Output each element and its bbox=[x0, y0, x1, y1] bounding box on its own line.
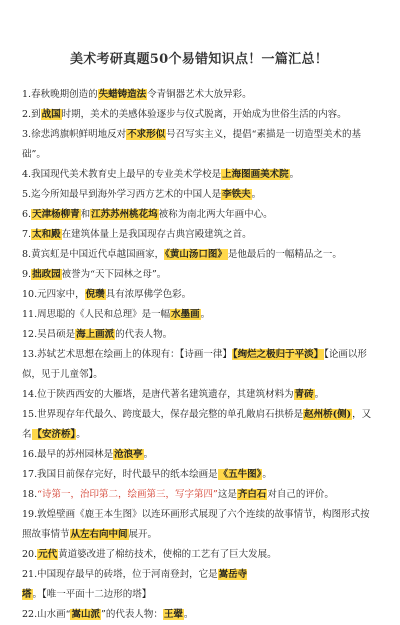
item-number: 19. bbox=[22, 509, 38, 520]
list-item bbox=[22, 565, 376, 605]
item-number: 5. bbox=[22, 189, 32, 200]
list-item bbox=[22, 265, 376, 285]
list-item bbox=[22, 185, 376, 205]
item-text: 春秋晚期创造的 bbox=[31, 89, 98, 100]
item-highlight: 不求形似 bbox=[127, 129, 166, 140]
item-text: 迄今所知最早到海外学习西方艺术的中国人是 bbox=[31, 189, 222, 200]
item-number: 20. bbox=[22, 549, 38, 560]
item-number: 8. bbox=[22, 249, 32, 260]
item-text: 周思聪的《人民和总理》是一幅 bbox=[37, 309, 171, 320]
item-text: 具有浓厚佛学色彩。 bbox=[105, 289, 192, 300]
item-highlight: 太和殿 bbox=[32, 229, 61, 240]
item-text: 苏轼艺术思想在绘画上的体现有：【诗画一律】 bbox=[37, 349, 232, 360]
item-highlight: 上海图画美术院 bbox=[222, 169, 289, 180]
item-text: 令青铜器艺术大放异彩。 bbox=[147, 89, 252, 100]
item-highlight: 水墨画 bbox=[171, 309, 200, 320]
item-text: 我国目前保存完好，时代最早的纸本绘画是 bbox=[37, 469, 218, 480]
item-highlight: 元代 bbox=[38, 549, 58, 560]
item-text: 最早的苏州园林是 bbox=[37, 449, 114, 460]
item-text: 被称为南北两大年画中心。 bbox=[158, 209, 273, 220]
item-text: 的代表人物。 bbox=[115, 329, 173, 340]
item-text: 位于陕西西安的大雁塔，是唐代著名建筑遗存，其建筑材料为 bbox=[37, 389, 294, 400]
page-title: 美术考研真题50个易错知识点！一篇汇总！ bbox=[69, 52, 329, 67]
item-number: 2. bbox=[22, 109, 32, 120]
item-highlight: 《五牛图》 bbox=[218, 469, 262, 480]
item-number: 4. bbox=[22, 169, 32, 180]
list-item bbox=[22, 105, 376, 125]
list-item bbox=[22, 225, 376, 245]
item-number: 3. bbox=[22, 129, 32, 140]
item-highlight: 青砖 bbox=[294, 389, 314, 400]
item-highlight: 王翚 bbox=[163, 609, 183, 620]
item-text: 元四家中， bbox=[37, 289, 85, 300]
list-item bbox=[22, 245, 376, 265]
item-number: 22. bbox=[22, 609, 38, 620]
item-number: 10. bbox=[22, 289, 38, 300]
item-highlight: 从左右向中间 bbox=[70, 529, 128, 540]
item-text: 和 bbox=[80, 209, 91, 220]
list-item bbox=[22, 205, 376, 225]
item-highlight: 【绚烂之极归于平淡】 bbox=[232, 349, 324, 360]
item-highlight: 拙政园 bbox=[32, 269, 61, 280]
item-number: 7. bbox=[22, 229, 32, 240]
item-text: 。 bbox=[200, 309, 211, 320]
item-text: 。 bbox=[289, 169, 300, 180]
item-text: 对自己的评价。 bbox=[267, 489, 334, 500]
item-number: 6. bbox=[22, 209, 32, 220]
list-item bbox=[22, 505, 376, 545]
item-text: 中国现存最早的砖塔，位于河南登封，它是 bbox=[37, 569, 218, 580]
item-text: 。 bbox=[143, 449, 154, 460]
item-text: 。 bbox=[251, 189, 262, 200]
item-text: 号召写实主义，提倡“素描是一切造型美术的基础”。 bbox=[22, 129, 361, 160]
item-number: 14. bbox=[22, 389, 38, 400]
item-highlight: 齐白石 bbox=[237, 489, 267, 500]
item-highlight: 李铁夫 bbox=[222, 189, 251, 200]
item-text: 徐悲鸿旗帜鲜明地反对 bbox=[31, 129, 127, 140]
list-item bbox=[22, 485, 376, 505]
item-text: 敦煌壁画《鹿王本生图》以连环画形式展现了六个连续的故事情节，构图形式按照故事情节 bbox=[22, 509, 370, 540]
item-text: 。【唯一平面十二边形的塔】 bbox=[32, 589, 152, 600]
item-text: 山水画“ bbox=[37, 609, 71, 620]
item-number: 16. bbox=[22, 449, 38, 460]
item-text: 到 bbox=[31, 109, 41, 120]
item-text: 黄道婆改进了棉纺技术，使棉的工艺有了巨大发展。 bbox=[58, 549, 277, 560]
item-number: 13. bbox=[22, 349, 38, 360]
list-item bbox=[22, 385, 376, 405]
item-text: 被誉为“天下园林之母”。 bbox=[61, 269, 167, 280]
item-number: 17. bbox=[22, 469, 38, 480]
item-text: 吴昌硕是 bbox=[37, 329, 76, 340]
item-text: 。 bbox=[262, 469, 272, 480]
item-number: 9. bbox=[22, 269, 32, 280]
knowledge-list bbox=[22, 85, 376, 625]
item-number: 1. bbox=[22, 89, 32, 100]
item-text: 世界现存年代最久、跨度最大，保存最完整的单孔敞肩石拱桥是 bbox=[37, 409, 304, 420]
item-highlight: 天津杨柳青 bbox=[32, 209, 80, 220]
list-item bbox=[22, 165, 376, 185]
item-text: 黄宾虹是中国近代卓越国画家， bbox=[31, 249, 165, 260]
list-item bbox=[22, 445, 376, 465]
item-highlight: 嵩岳寺塔 bbox=[22, 569, 248, 600]
item-text: 是他最后的一幅精品之一。 bbox=[227, 249, 342, 260]
item-highlight: 战国 bbox=[41, 109, 61, 120]
list-item bbox=[22, 125, 376, 165]
list-item bbox=[22, 345, 376, 385]
item-number: 21. bbox=[22, 569, 38, 580]
item-text: ，又名 bbox=[22, 409, 372, 440]
item-highlight: 海上画派 bbox=[76, 329, 115, 340]
item-text: 时期，美术的美感体验逐步与仪式脱离，开始成为世俗生活的内容。 bbox=[61, 109, 347, 120]
list-item bbox=[22, 285, 376, 305]
item-highlight: 沧浪亭 bbox=[114, 449, 143, 460]
item-text: 展开。 bbox=[128, 529, 158, 540]
list-item bbox=[22, 405, 376, 445]
item-highlight: 倪瓒 bbox=[85, 289, 105, 300]
item-number: 15. bbox=[22, 409, 38, 420]
item-text: 在建筑体量上是我国现存古典宫殿建筑之首。 bbox=[61, 229, 252, 240]
item-text: ”的代表人物： bbox=[100, 609, 163, 620]
list-item bbox=[22, 85, 376, 105]
item-highlight: 失蜡铸造法 bbox=[98, 89, 147, 100]
item-number: 18. bbox=[22, 489, 38, 500]
item-text: 。 bbox=[76, 429, 86, 440]
item-number: 11. bbox=[22, 309, 38, 320]
item-text: 【论画以形似，见于儿童邻】。 bbox=[22, 349, 367, 380]
item-highlight: 江苏苏州桃花坞 bbox=[91, 209, 158, 220]
list-item bbox=[22, 325, 376, 345]
item-highlight: 【安济桥】 bbox=[32, 429, 76, 440]
item-text: 我国现代美术教育史上最早的专业美术学校是 bbox=[31, 169, 222, 180]
list-item bbox=[22, 605, 376, 625]
item-text: 。 bbox=[314, 389, 325, 400]
item-highlight: 赵州桥(侧) bbox=[304, 409, 352, 420]
item-highlight: 嵩山派 bbox=[71, 609, 100, 620]
item-red-text: “诗第一，治印第二，绘画第三，写字第四” bbox=[37, 489, 218, 500]
item-text: 这是 bbox=[217, 489, 237, 500]
item-number: 12. bbox=[22, 329, 38, 340]
item-text: 。 bbox=[183, 609, 194, 620]
item-highlight: 《黄山汤口图》 bbox=[165, 249, 227, 260]
list-item bbox=[22, 545, 376, 565]
list-item bbox=[22, 305, 376, 325]
list-item bbox=[22, 465, 376, 485]
